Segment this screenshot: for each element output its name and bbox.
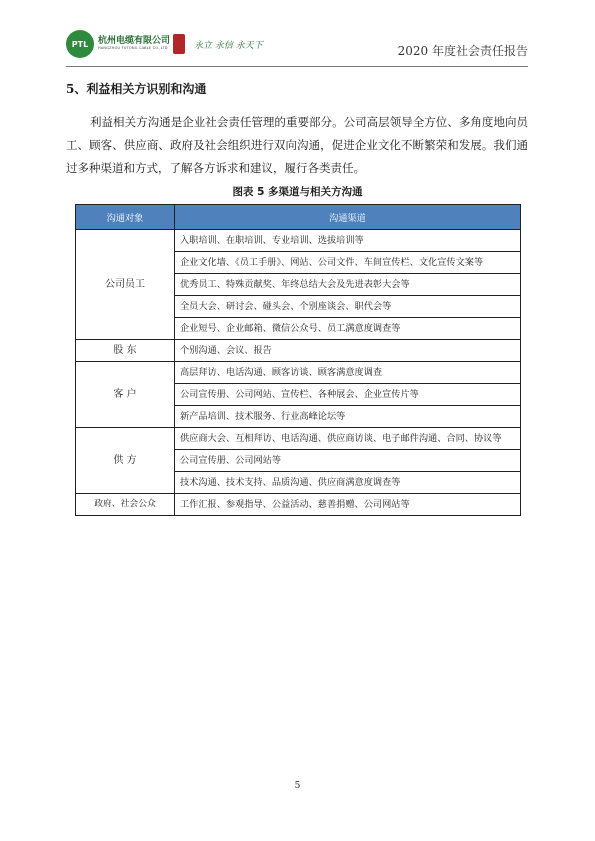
seal-icon [173, 34, 185, 54]
table-row [76, 230, 521, 252]
table-row [76, 362, 521, 384]
table-header-row [76, 205, 521, 230]
company-name [98, 37, 170, 51]
channel-cell: 公司宣传册、公司网站等 [175, 450, 521, 472]
channel-cell: 高层拜访、电话沟通、顾客访谈、顾客满意度调查 [175, 362, 521, 384]
target-shareholders: 股 东 [76, 340, 175, 362]
channel-cell: 全员大会、研讨会、碰头会、个别座谈会、职代会等 [175, 296, 521, 318]
report-title: 2020 年度社会责任报告 [397, 44, 528, 58]
channel-cell: 新产品培训、技术服务、行业高峰论坛等 [175, 406, 521, 428]
page-header [66, 30, 528, 64]
company-name-cn: 杭州电缆有限公司 [98, 36, 171, 47]
company-name-en: HANGZHOU FUTONG CABLE CO.,LTD [98, 46, 168, 51]
communication-table [75, 204, 521, 516]
header-divider [66, 66, 528, 67]
channel-cell: 企业短号、企业邮箱、微信公众号、员工满意度调查等 [175, 318, 521, 340]
channel-cell: 入职培训、在职培训、专业培训、选拔培训等 [175, 230, 521, 252]
channel-cell: 供应商大会、互相拜访、电话沟通、供应商访谈、电子邮件沟通、合同、协议等 [175, 428, 521, 450]
header-target: 沟通对象 [76, 205, 175, 230]
header-channel: 沟通渠道 [175, 205, 521, 230]
section-paragraph: 利益相关方沟通是企业社会责任管理的重要部分。公司高层领导全方位、多角度地向员工、顾客、供应商、政府及社会组织进行双向沟通，促进企业文化不断繁荣和发展。我们通过多种渠道和方式，了解各方诉求和建议，履行各类责任。 [66, 115, 528, 175]
figure-caption: 图表 5 多渠道与相关方沟通 [232, 186, 363, 198]
target-suppliers: 供 方 [76, 428, 175, 494]
table-row [76, 340, 521, 362]
logo-mark-icon: PTL [66, 30, 94, 58]
company-logo [66, 30, 263, 58]
channel-cell: 优秀员工、特殊贡献奖、年终总结大会及先进表彰大会等 [175, 274, 521, 296]
target-employees: 公司员工 [76, 230, 175, 340]
page-number: 5 [294, 781, 301, 791]
target-customers: 客 户 [76, 362, 175, 428]
channel-cell: 工作汇报、参观指导、公益活动、慈善捐赠、公司网站等 [175, 494, 521, 516]
channel-cell: 企业文化墙、《员工手册》、网站、公司文件、车间宣传栏、文化宣传文案等 [175, 252, 521, 274]
channel-cell: 个别沟通、会议、报告 [175, 340, 521, 362]
table-row [76, 428, 521, 450]
channel-cell: 技术沟通、技术支持、品质沟通、供应商满意度调查等 [175, 472, 521, 494]
company-slogan: 永立 永信 永天下 [194, 40, 263, 51]
table-row [76, 494, 521, 516]
target-government-public: 政府、社会公众 [76, 494, 175, 516]
channel-cell: 公司宣传册、公司网站、宣传栏、各种展会、企业宣传片等 [175, 384, 521, 406]
section-title: 5、利益相关方识别和沟通 [66, 82, 207, 96]
